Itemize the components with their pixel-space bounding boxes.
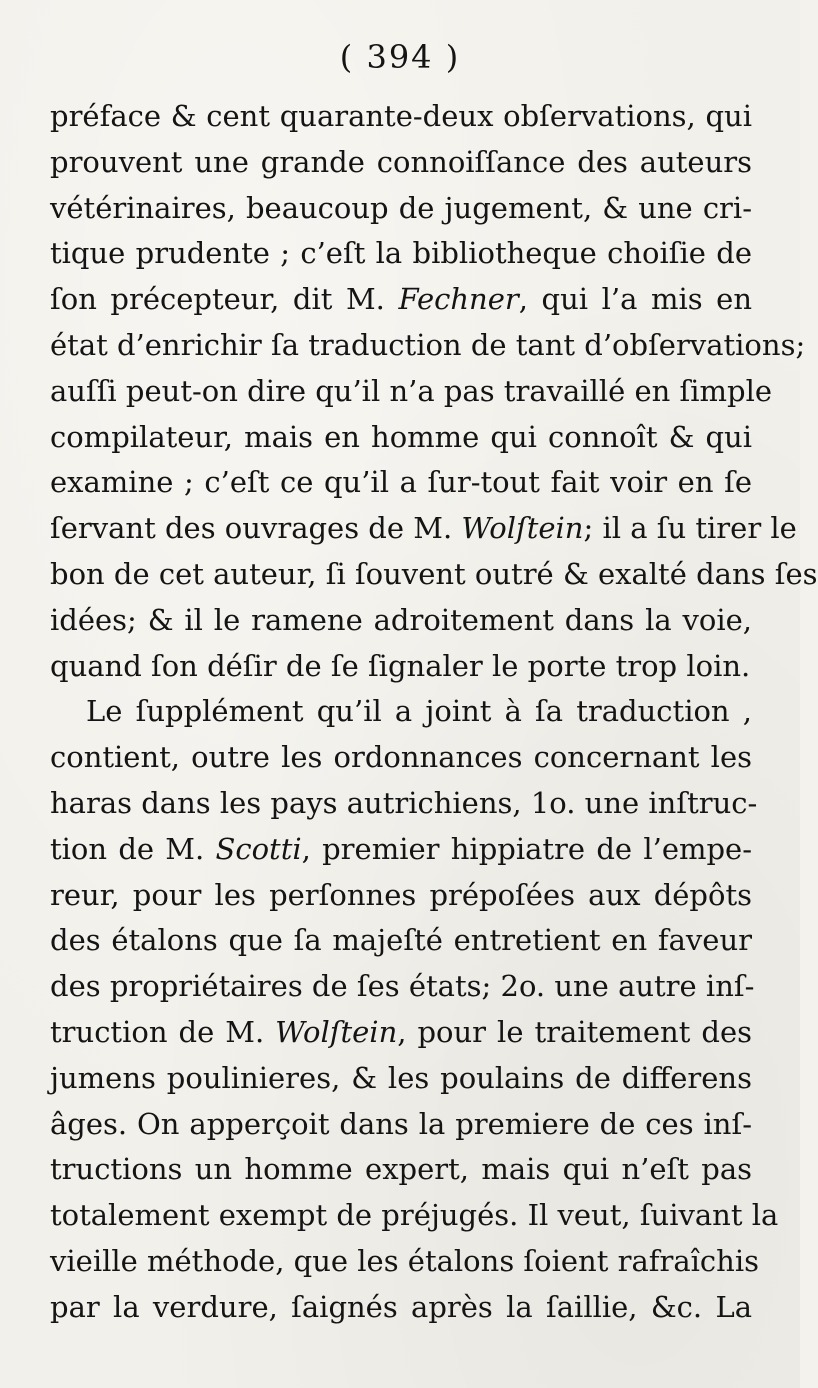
text-line: totalement exempt de préjugés. Il veut, ſuivant la — [50, 1198, 779, 1233]
text-line: des étalons que ſa majeſté entretient en faveur — [50, 923, 752, 958]
italic-name: Wolſtein — [461, 511, 584, 546]
text-line: Le ſupplément qu’il a joint à ſa traduction , — [86, 694, 752, 729]
text-line: prouvent une grande connoiſſance des auteurs — [50, 144, 752, 179]
text-segment: tion de M. — [50, 831, 216, 866]
italic-name: Wolſtein — [275, 1014, 398, 1049]
text-line — [50, 506, 797, 552]
paragraph-2 — [50, 689, 779, 1330]
italic-name: Fechner — [398, 282, 519, 317]
page-number: ( 394 ) — [339, 38, 461, 76]
text-line: jumens poulinieres, & les poulains de differens — [50, 1060, 752, 1095]
paragraph-1 — [50, 94, 818, 689]
text-line: tructions un homme expert, mais qui n’eſt pas — [50, 1152, 752, 1187]
text-segment: , pour le traitement des — [397, 1014, 753, 1049]
text-line — [50, 827, 752, 873]
text-line: examine ; c’eſt ce qu’il a ſur-tout fait voir en ſe — [50, 465, 752, 500]
body-text — [50, 94, 818, 1331]
text-line: vieille méthode, que les étalons ſoient rafraîchis — [50, 1243, 759, 1278]
text-line: haras dans les pays autrichiens, 1o. une inſtruc- — [50, 785, 758, 820]
text-line: vétérinaires, beaucoup de jugement, & une cri- — [50, 190, 752, 225]
text-line: état d’enrichir ſa traduction de tant d’obſervations; — [50, 327, 806, 362]
text-segment: truction de M. — [50, 1014, 276, 1049]
text-line — [50, 277, 752, 323]
text-line: auſſi peut-on dire qu’il n’a pas travaillé en ſimple — [50, 373, 773, 408]
text-segment: ; il a ſu tirer le — [583, 511, 797, 546]
text-segment: ſon précepteur, dit M. — [50, 282, 399, 317]
text-segment: ſervant des ouvrages de M. — [50, 511, 462, 546]
text-line: reur, pour les perſonnes prépoſées aux dépôts — [50, 877, 752, 912]
text-segment: , qui l’a mis en — [518, 282, 752, 317]
text-line: tique prudente ; c’eſt la bibliotheque choiſie de — [50, 236, 752, 271]
text-line — [50, 1010, 752, 1056]
text-line: bon de cet auteur, ſi ſouvent outré & exalté dans ſes — [50, 556, 818, 591]
text-line: par la verdure, ſaignés après la ſaillie, &c. La — [50, 1289, 752, 1324]
italic-name: Scotti — [215, 831, 302, 866]
text-line: contient, outre les ordonnances concernant les — [50, 740, 752, 775]
text-line: préface & cent quarante-deux obſervations, qui — [50, 99, 752, 133]
text-line: quand ſon déſir de ſe ſignaler le porte trop loin. — [50, 648, 751, 683]
text-line: compilateur, mais en homme qui connoît & qui — [50, 419, 752, 454]
text-line: des propriétaires de ſes états; 2o. une autre inſ- — [50, 969, 755, 1004]
text-line: idées; & il le ramene adroitement dans la voie, — [50, 602, 752, 637]
text-segment: , premier hippiatre de l’empe- — [301, 831, 752, 866]
text-line: âges. On apperçoit dans la premiere de ces inſ- — [50, 1106, 752, 1141]
